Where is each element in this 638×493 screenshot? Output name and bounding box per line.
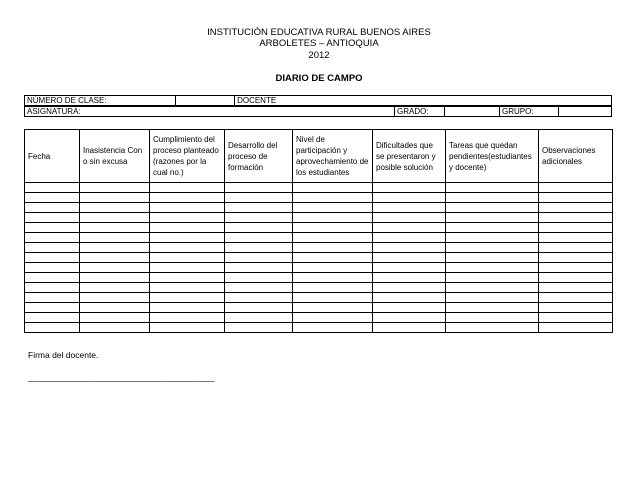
table-cell[interactable] xyxy=(373,213,446,223)
table-cell[interactable] xyxy=(25,293,80,303)
table-cell[interactable] xyxy=(25,283,80,293)
column-header: Observaciones adicionales xyxy=(539,130,613,183)
table-row xyxy=(25,233,613,243)
table-cell[interactable] xyxy=(446,303,539,313)
table-cell[interactable] xyxy=(446,203,539,213)
table-cell[interactable] xyxy=(25,203,80,213)
table-cell[interactable] xyxy=(539,193,613,203)
table-cell[interactable] xyxy=(25,233,80,243)
table-cell[interactable] xyxy=(373,203,446,213)
table-cell[interactable] xyxy=(150,223,225,233)
table-cell[interactable] xyxy=(80,223,150,233)
table-cell[interactable] xyxy=(293,203,373,213)
table-cell[interactable] xyxy=(446,233,539,243)
table-cell[interactable] xyxy=(225,183,293,193)
table-cell[interactable] xyxy=(373,263,446,273)
column-header: Tareas que quedan pendientes(estudiantes y docente) xyxy=(446,130,539,183)
table-cell[interactable] xyxy=(225,283,293,293)
table-cell[interactable] xyxy=(539,313,613,323)
table-cell[interactable] xyxy=(293,253,373,263)
table-cell[interactable] xyxy=(446,263,539,273)
column-header: Cumplimiento del proceso planteado (razones por la cual no.) xyxy=(150,130,225,183)
table-cell[interactable] xyxy=(150,193,225,203)
table-cell[interactable] xyxy=(373,223,446,233)
table-cell[interactable] xyxy=(373,313,446,323)
table-cell[interactable] xyxy=(225,323,293,333)
teacher-label: DOCENTE xyxy=(235,96,612,106)
table-cell[interactable] xyxy=(150,293,225,303)
table-cell[interactable] xyxy=(539,203,613,213)
table-cell[interactable] xyxy=(80,263,150,273)
table-cell[interactable] xyxy=(539,213,613,223)
table-header-row xyxy=(25,130,613,183)
table-cell[interactable] xyxy=(373,273,446,283)
table-cell[interactable] xyxy=(225,303,293,313)
table-cell[interactable] xyxy=(225,273,293,283)
table-row xyxy=(25,273,613,283)
table-cell[interactable] xyxy=(25,253,80,263)
table-cell[interactable] xyxy=(539,283,613,293)
table-row xyxy=(25,223,613,233)
table-cell[interactable] xyxy=(80,323,150,333)
table-row xyxy=(25,243,613,253)
table-cell[interactable] xyxy=(80,253,150,263)
field-diary-table xyxy=(24,129,613,333)
table-cell[interactable] xyxy=(225,223,293,233)
table-cell[interactable] xyxy=(446,273,539,283)
table-cell[interactable] xyxy=(150,183,225,193)
table-cell[interactable] xyxy=(446,193,539,203)
signature-line: ____________________________________________ xyxy=(28,372,215,382)
table-cell[interactable] xyxy=(25,263,80,273)
table-cell[interactable] xyxy=(539,183,613,193)
table-cell[interactable] xyxy=(225,293,293,303)
institution-name: INSTITUCIÓN EDUCATIVA RURAL BUENOS AIRES xyxy=(207,27,431,38)
table-row xyxy=(25,323,613,333)
table-cell[interactable] xyxy=(539,273,613,283)
table-cell[interactable] xyxy=(150,233,225,243)
table-cell[interactable] xyxy=(150,323,225,333)
class-number-label: NÚMERO DE CLASE: xyxy=(25,96,176,106)
table-row xyxy=(25,193,613,203)
table-cell[interactable] xyxy=(373,233,446,243)
table-cell[interactable] xyxy=(539,233,613,243)
table-cell[interactable] xyxy=(293,273,373,283)
signature-label: Firma del docente. xyxy=(28,350,99,360)
table-cell[interactable] xyxy=(150,213,225,223)
table-cell[interactable] xyxy=(293,263,373,273)
table-cell[interactable] xyxy=(293,283,373,293)
table-cell[interactable] xyxy=(80,183,150,193)
table-cell[interactable] xyxy=(293,303,373,313)
table-cell[interactable] xyxy=(80,273,150,283)
table-cell[interactable] xyxy=(225,243,293,253)
table-cell[interactable] xyxy=(80,303,150,313)
table-cell[interactable] xyxy=(373,243,446,253)
table-cell[interactable] xyxy=(150,313,225,323)
table-cell[interactable] xyxy=(80,293,150,303)
table-cell[interactable] xyxy=(293,223,373,233)
table-cell[interactable] xyxy=(25,323,80,333)
table-cell[interactable] xyxy=(150,243,225,253)
table-row xyxy=(25,253,613,263)
table-cell[interactable] xyxy=(225,213,293,223)
table-row xyxy=(25,313,613,323)
table-cell[interactable] xyxy=(446,283,539,293)
table-cell[interactable] xyxy=(80,313,150,323)
table-row xyxy=(25,203,613,213)
table-cell[interactable] xyxy=(539,243,613,253)
table-cell[interactable] xyxy=(446,223,539,233)
document-title: DIARIO DE CAMPO xyxy=(275,73,363,84)
table-cell[interactable] xyxy=(539,303,613,313)
table-cell[interactable] xyxy=(225,313,293,323)
table-row xyxy=(25,263,613,273)
table-cell[interactable] xyxy=(80,193,150,203)
column-header: Nivel de participación y aprovechamiento de los estudiantes xyxy=(293,130,373,183)
table-cell[interactable] xyxy=(80,213,150,223)
column-header: Inasistencia Con o sin excusa xyxy=(80,130,150,183)
table-cell[interactable] xyxy=(293,233,373,243)
table-cell[interactable] xyxy=(150,303,225,313)
table-cell[interactable] xyxy=(25,183,80,193)
table-cell[interactable] xyxy=(539,263,613,273)
table-cell[interactable] xyxy=(293,213,373,223)
table-cell[interactable] xyxy=(25,303,80,313)
table-cell[interactable] xyxy=(225,253,293,263)
table-row xyxy=(25,293,613,303)
table-cell[interactable] xyxy=(373,193,446,203)
table-cell[interactable] xyxy=(80,283,150,293)
column-header: Dificultades que se presentaron y posible solución xyxy=(373,130,446,183)
table-cell[interactable] xyxy=(80,233,150,243)
table-cell[interactable] xyxy=(225,193,293,203)
table-cell[interactable] xyxy=(293,183,373,193)
table-cell[interactable] xyxy=(150,263,225,273)
grade-label: GRADO: xyxy=(395,107,445,117)
table-row xyxy=(25,303,613,313)
table-cell[interactable] xyxy=(225,263,293,273)
table-cell[interactable] xyxy=(25,213,80,223)
table-cell[interactable] xyxy=(25,223,80,233)
year: 2012 xyxy=(308,50,330,61)
table-cell[interactable] xyxy=(373,323,446,333)
table-cell[interactable] xyxy=(293,323,373,333)
table-cell[interactable] xyxy=(293,313,373,323)
table-cell[interactable] xyxy=(446,213,539,223)
table-cell[interactable] xyxy=(373,293,446,303)
table-cell[interactable] xyxy=(446,323,539,333)
table-cell[interactable] xyxy=(150,203,225,213)
table-cell[interactable] xyxy=(373,283,446,293)
table-cell[interactable] xyxy=(446,293,539,303)
table-cell[interactable] xyxy=(539,293,613,303)
table-cell[interactable] xyxy=(150,253,225,263)
table-cell[interactable] xyxy=(373,303,446,313)
table-cell[interactable] xyxy=(446,253,539,263)
table-cell[interactable] xyxy=(293,293,373,303)
table-cell[interactable] xyxy=(25,273,80,283)
group-label: GRUPO: xyxy=(500,107,559,117)
table-cell[interactable] xyxy=(225,233,293,243)
table-cell[interactable] xyxy=(446,313,539,323)
table-cell[interactable] xyxy=(293,193,373,203)
table-row xyxy=(25,213,613,223)
table-cell[interactable] xyxy=(539,223,613,233)
column-header: Fecha xyxy=(25,130,80,183)
table-cell[interactable] xyxy=(25,193,80,203)
table-cell[interactable] xyxy=(539,253,613,263)
group-field[interactable] xyxy=(559,107,612,117)
table-cell[interactable] xyxy=(80,243,150,253)
table-cell[interactable] xyxy=(293,243,373,253)
table-row xyxy=(25,183,613,193)
info-row-subject xyxy=(24,106,612,117)
column-header: Desarrollo del proceso de formación xyxy=(225,130,293,183)
table-cell[interactable] xyxy=(446,243,539,253)
table-cell[interactable] xyxy=(25,243,80,253)
table-cell[interactable] xyxy=(446,183,539,193)
grade-field[interactable] xyxy=(445,107,500,117)
table-cell[interactable] xyxy=(225,203,293,213)
table-cell[interactable] xyxy=(80,203,150,213)
subject-label: ASIGNATURA: xyxy=(25,107,395,117)
table-cell[interactable] xyxy=(373,183,446,193)
table-cell[interactable] xyxy=(150,283,225,293)
table-cell[interactable] xyxy=(539,323,613,333)
class-number-field[interactable] xyxy=(176,96,235,106)
table-cell[interactable] xyxy=(373,253,446,263)
info-row-class xyxy=(24,95,612,106)
table-cell[interactable] xyxy=(25,313,80,323)
institution-location: ARBOLETES – ANTIOQUIA xyxy=(259,38,379,49)
table-cell[interactable] xyxy=(150,273,225,283)
table-row xyxy=(25,283,613,293)
